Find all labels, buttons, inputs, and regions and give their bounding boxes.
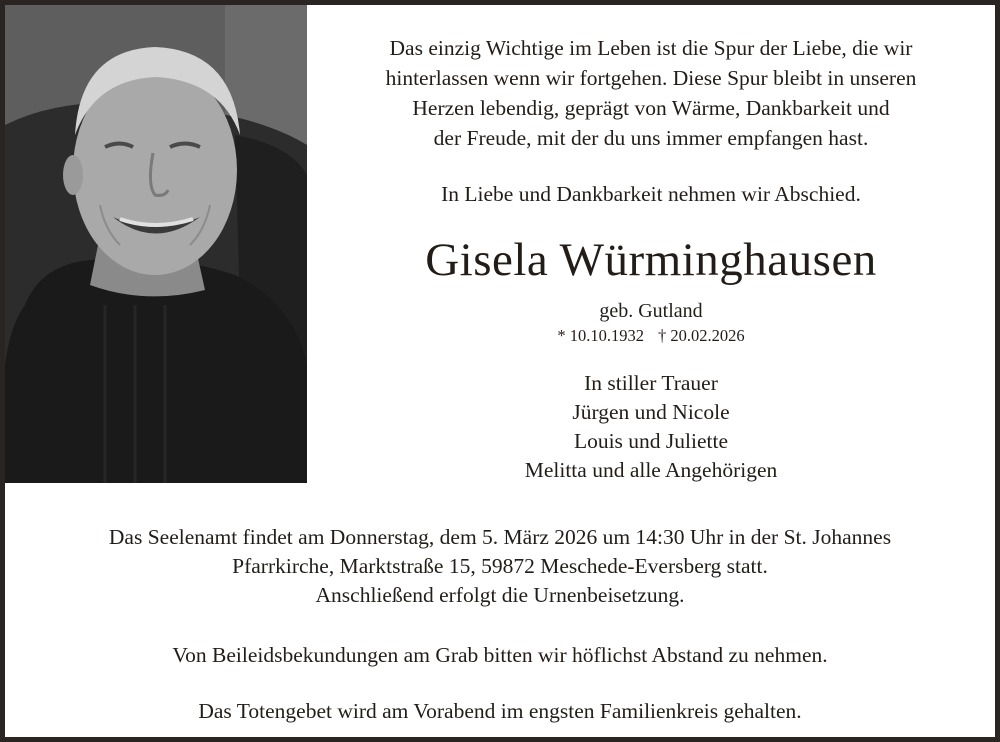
quote-line: der Freude, mit der du uns immer empfangen hast. — [433, 126, 869, 150]
mourner-entry: Louis und Juliette — [573, 429, 729, 453]
death-date: † 20.02.2026 — [658, 326, 745, 345]
quote-line: hinterlassen wenn wir fortgehen. Diese Spur bleibt in unseren — [385, 66, 917, 90]
service-info — [5, 523, 995, 610]
mourners-list — [313, 369, 989, 485]
obituary-card — [5, 5, 995, 737]
mourner-entry: Jürgen und Nicole — [572, 400, 730, 424]
memorial-quote — [313, 33, 989, 153]
life-dates — [313, 325, 989, 347]
service-line: Anschließend erfolgt die Urnenbeisetzung. — [315, 583, 685, 607]
farewell-line: In Liebe und Dankbarkeit nehmen wir Abschied. — [441, 182, 861, 206]
quote-line: Herzen lebendig, geprägt von Wärme, Dankbarkeit und — [412, 96, 890, 120]
prayer-note: Das Totengebet wird am Vorabend im engsten Familienkreis gehalten. — [198, 699, 802, 723]
birth-name: geb. Gutland — [599, 300, 703, 322]
deceased-name: Gisela Würminghausen — [425, 234, 877, 286]
condolence-note: Von Beileidsbekundungen am Grab bitten wir höflichst Abstand zu nehmen. — [172, 643, 828, 667]
portrait-photo — [5, 5, 307, 483]
quote-line: Das einzig Wichtige im Leben ist die Spur der Liebe, die wir — [389, 36, 913, 60]
portrait-image — [5, 5, 307, 483]
mourner-entry: Melitta und alle Angehörigen — [524, 458, 778, 482]
mourners-heading: In stiller Trauer — [584, 371, 718, 395]
birth-date: * 10.10.1932 — [557, 326, 644, 345]
service-line: Pfarrkirche, Marktstraße 15, 59872 Meschede-Eversberg statt. — [232, 554, 768, 578]
service-line: Das Seelenamt findet am Donnerstag, dem 5. März 2026 um 14:30 Uhr in der St. Johannes — [108, 525, 892, 549]
